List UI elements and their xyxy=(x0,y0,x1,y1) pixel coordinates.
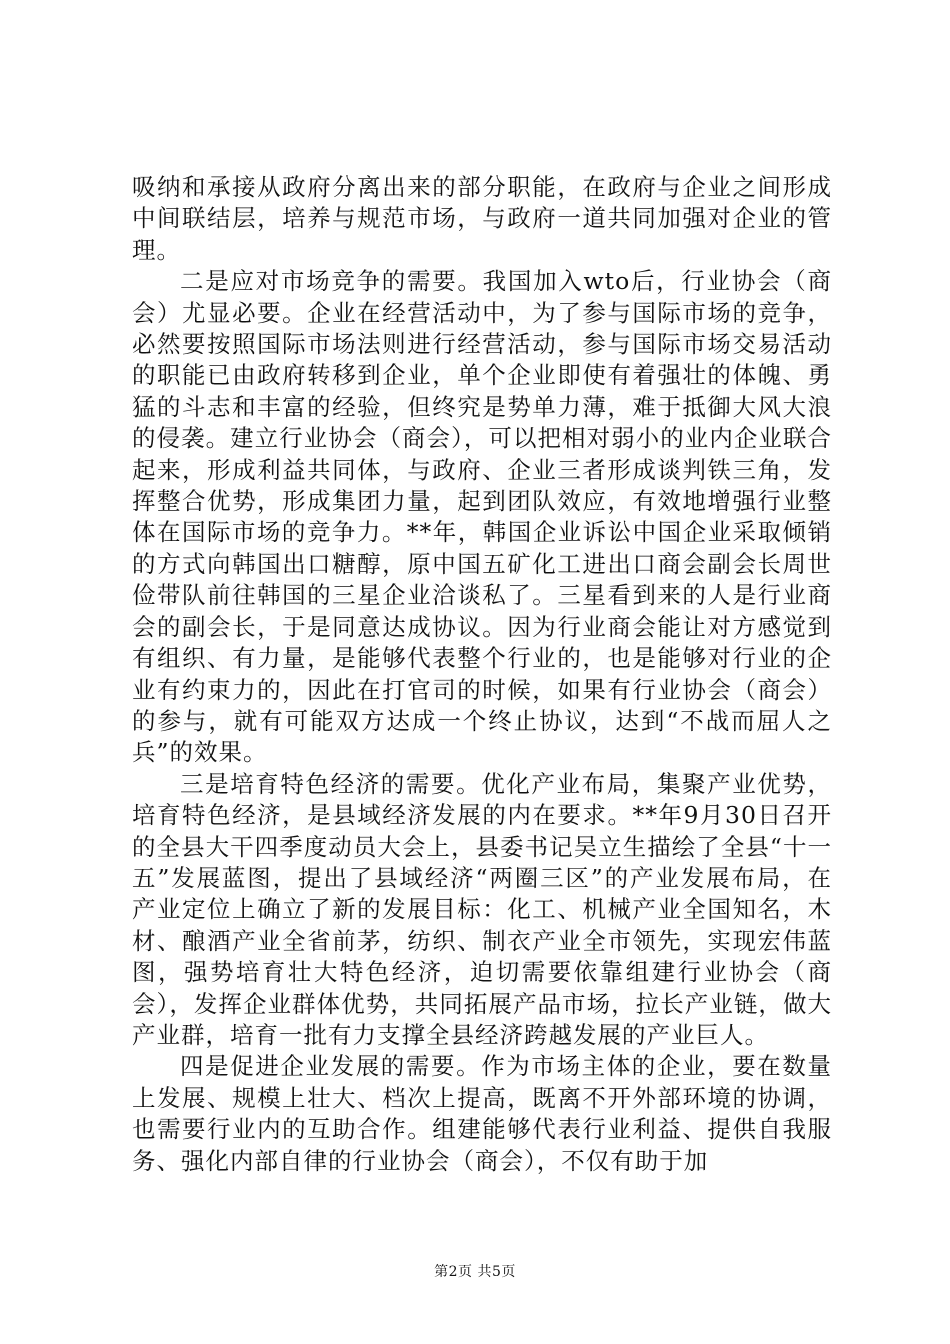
paragraph-market-competition: 二是应对市场竞争的需要。我国加入wto后，行业协会（商会）尤显必要。企业在经营活动中，为了参与国际市场的竞争，必然要按照国际市场法则进行经营活动，参与国际市场交易活动的职能已由政府转移到企业，单个企业即使有着强壮的体魄、勇猛的斗志和丰富的经验，但终究是势单力薄，难于抵御大风大浪的侵袭。建立行业协会（商会），可以把相对弱小的业内企业联合起来，形成利益共同体，与政府、企业三者形成谈判铁三角，发挥整合优势，形成集团力量，起到团队效应，有效地增强行业整体在国际市场的竞争力。**年，韩国企业诉讼中国企业采取倾销的方式向韩国出口糖醇，原中国五矿化工进出口商会副会长周世俭带队前往韩国的三星企业洽谈私了。三星看到来的人是行业商会的副会长，于是同意达成协议。因为行业商会能让对方感觉到有组织、有力量，是能够代表整个行业的，也是能够对行业的企业有约束力的，因此在打官司的时候，如果有行业协会（商会）的参与，就有可能双方达成一个终止协议，达到“不战而屈人之兵”的效果。 xyxy=(132,267,832,767)
document-body xyxy=(132,172,832,1177)
paragraph-characteristic-economy: 三是培育特色经济的需要。优化产业布局，集聚产业优势，培育特色经济，是县域经济发展的内在要求。**年9月30日召开的全县大干四季度动员大会上，县委书记吴立生描绘了全县“十一五”发展蓝图，提出了县域经济“两圈三区”的产业发展布局，在产业定位上确立了新的发展目标：化工、机械产业全国知名，木材、酿酒产业全省前茅，纺织、制衣产业全市领先，实现宏伟蓝图，强势培育壮大特色经济，迫切需要依靠组建行业协会（商会），发挥企业群体优势，共同拓展产品市场，拉长产业链，做大产业群，培育一批有力支撑全县经济跨越发展的产业巨人。 xyxy=(132,769,832,1049)
paragraph-continuation: 吸纳和承接从政府分离出来的部分职能，在政府与企业之间形成中间联结层，培养与规范市场，与政府一道共同加强对企业的管理。 xyxy=(132,173,832,264)
paragraph-enterprise-development: 四是促进企业发展的需要。作为市场主体的企业，要在数量上发展、规模上壮大、档次上提高，既离不开外部环境的协调，也需要行业内的互助合作。组建能够代表行业利益、提供自我服务、强化内部自律的行业协会（商会），不仅有助于加 xyxy=(132,1052,832,1175)
page-footer: 第2页 共5页 xyxy=(434,1264,516,1280)
